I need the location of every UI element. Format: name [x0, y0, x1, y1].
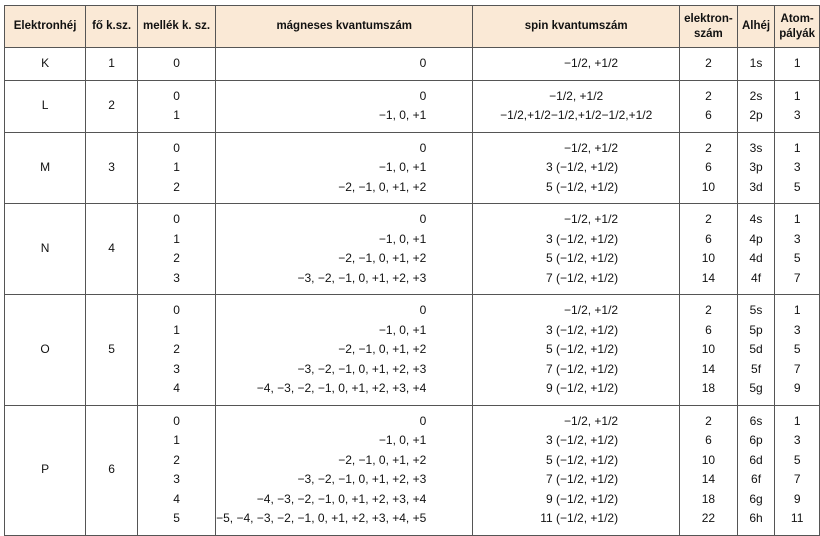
electron-count-cell: [680, 204, 738, 295]
table-row: [5, 80, 820, 132]
subshell-value: 4s: [749, 212, 763, 226]
spin-value: 7 (−1/2, +1/2): [546, 270, 619, 285]
subshell-value: 2s: [749, 88, 763, 103]
azimuthal-value: 0: [173, 140, 180, 155]
orbital-count-value: 1: [793, 303, 801, 317]
orbital-count-cell: [775, 48, 820, 81]
azimuthal-value: 2: [173, 342, 180, 356]
spin-value: 3 (−1/2, +1/2): [546, 160, 619, 174]
azimuthal-value: 2: [173, 251, 180, 265]
magnetic-value: 0: [419, 56, 427, 70]
azimuthal-value: 0: [173, 88, 180, 103]
azimuthal-value: 0: [173, 303, 180, 317]
electron-count-cell: [680, 295, 738, 406]
spin-value-part: −1/2,+1/2: [550, 108, 602, 122]
azimuthal-value: 1: [173, 160, 180, 174]
spin-value: 3 (−1/2, +1/2): [546, 231, 619, 246]
subshell-value: 6g: [749, 491, 763, 506]
electron-count-value: 10: [701, 251, 716, 265]
shell-name-cell: L: [5, 80, 86, 132]
azimuthal-number-cell: [138, 405, 216, 535]
magnetic-value: −4, −3, −2, −1, 0, +1, +2, +3, +4: [256, 491, 427, 506]
spin-number-cell: [473, 405, 680, 535]
electron-count-value: 18: [701, 381, 716, 395]
spin-value: −1/2, +1/2: [564, 56, 619, 70]
header-orbitals-line2: pályák: [779, 27, 816, 40]
electron-count-cell: [680, 80, 738, 132]
header-magnetic-number: mágneses kvantumszám: [216, 6, 473, 48]
table-row: [5, 48, 820, 81]
header-orbitals: [775, 6, 820, 48]
table-row: [5, 132, 820, 204]
azimuthal-value: 3: [173, 270, 180, 285]
azimuthal-value: 2: [173, 452, 180, 467]
spin-value: 5 (−1/2, +1/2): [546, 342, 619, 356]
azimuthal-value: 1: [173, 322, 180, 337]
orbital-count-value: 5: [793, 452, 801, 467]
azimuthal-value: 4: [173, 491, 180, 506]
spin-value-part: −1/2,+1/2: [601, 108, 653, 122]
electron-count-value: 22: [701, 511, 716, 525]
subshell-value: 4f: [751, 270, 762, 285]
spin-value: 3 (−1/2, +1/2): [546, 322, 619, 337]
azimuthal-number-cell: [138, 204, 216, 295]
electron-count-value: 2: [705, 303, 712, 317]
orbital-count-value: 3: [793, 322, 801, 337]
spin-value: −1/2, +1/2: [549, 88, 604, 103]
principal-number-cell: 2: [86, 80, 138, 132]
shell-name-cell: M: [5, 132, 86, 204]
header-electron-count: [680, 6, 738, 48]
spin-number-cell: [473, 132, 680, 204]
table-body: [5, 48, 820, 536]
orbital-count-value: 9: [793, 381, 801, 395]
spin-number-cell: [473, 80, 680, 132]
electron-count-value: 18: [701, 491, 716, 506]
electron-count-value: 6: [705, 433, 712, 447]
orbital-count-value: 1: [793, 140, 801, 155]
magnetic-value: −1, 0, +1: [378, 433, 427, 447]
subshell-cell: [737, 295, 775, 406]
magnetic-value: −3, −2, −1, 0, +1, +2, +3: [297, 270, 427, 285]
azimuthal-value: 4: [173, 381, 180, 395]
spin-value-part: −1/2,+1/2: [500, 108, 551, 122]
magnetic-value: −2, −1, 0, +1, +2: [338, 342, 427, 356]
azimuthal-value: 1: [173, 433, 180, 447]
quantum-numbers-table-wrapper: [4, 5, 820, 536]
subshell-value: 3d: [749, 179, 763, 194]
header-principal-number: fő k.sz.: [86, 6, 138, 48]
subshell-value: 1s: [749, 56, 763, 70]
orbital-count-cell: [775, 204, 820, 295]
electron-count-value: 2: [705, 140, 712, 155]
magnetic-number-cell: [216, 80, 473, 132]
subshell-value: 2p: [749, 108, 763, 122]
electron-count-value: 2: [705, 56, 712, 70]
spin-value: −1/2, +1/2: [564, 303, 619, 317]
azimuthal-number-cell: [138, 48, 216, 81]
electron-count-value: 6: [705, 231, 712, 246]
orbital-count-value: 7: [793, 472, 801, 486]
magnetic-value: −1, 0, +1: [378, 160, 427, 174]
orbital-count-value: 3: [793, 231, 801, 246]
magnetic-value: −2, −1, 0, +1, +2: [338, 251, 427, 265]
subshell-value: 5g: [749, 381, 763, 395]
electron-count-value: 14: [701, 361, 716, 376]
spin-value: 7 (−1/2, +1/2): [546, 361, 619, 376]
orbital-count-cell: [775, 80, 820, 132]
spin-value: 9 (−1/2, +1/2): [546, 381, 619, 395]
principal-number-cell: 1: [86, 48, 138, 81]
spin-value: 5 (−1/2, +1/2): [546, 251, 619, 265]
shell-name-cell: N: [5, 204, 86, 295]
subshell-value: 6p: [749, 433, 763, 447]
principal-number-cell: 5: [86, 295, 138, 406]
azimuthal-value: 3: [173, 361, 180, 376]
azimuthal-number-cell: [138, 132, 216, 204]
magnetic-value: −1, 0, +1: [378, 322, 427, 337]
header-azimuthal-number: mellék k. sz.: [138, 6, 216, 48]
subshell-value: 3p: [749, 160, 763, 174]
magnetic-value: 0: [419, 212, 427, 226]
subshell-value: 6s: [749, 413, 763, 428]
principal-number-cell: 6: [86, 405, 138, 535]
orbital-count-value: 1: [793, 88, 801, 103]
header-subshell: Alhéj: [737, 6, 775, 48]
subshell-cell: [737, 48, 775, 81]
orbital-count-value: 5: [793, 342, 801, 356]
subshell-cell: [737, 132, 775, 204]
header-electron-count-line1: elektron-: [684, 12, 733, 25]
subshell-value: 4p: [749, 231, 763, 246]
magnetic-value: −2, −1, 0, +1, +2: [338, 179, 427, 194]
magnetic-value: 0: [419, 413, 427, 428]
principal-number-cell: 3: [86, 132, 138, 204]
header-row: [5, 6, 820, 48]
header-orbitals-line1: Atom-: [780, 12, 814, 25]
azimuthal-number-cell: [138, 295, 216, 406]
azimuthal-value: 0: [173, 413, 180, 428]
subshell-cell: [737, 204, 775, 295]
quantum-numbers-table: [4, 5, 820, 536]
electron-count-value: 2: [705, 413, 712, 428]
spin-value: 9 (−1/2, +1/2): [546, 491, 619, 506]
subshell-value: 6h: [749, 511, 763, 525]
spin-number-cell: [473, 48, 680, 81]
orbital-count-value: 9: [793, 491, 801, 506]
subshell-value: 3s: [749, 140, 763, 155]
magnetic-number-cell: [216, 405, 473, 535]
shell-name-cell: P: [5, 405, 86, 535]
azimuthal-value: 5: [173, 511, 180, 525]
magnetic-number-cell: [216, 204, 473, 295]
spin-value-group: [476, 106, 676, 126]
spin-number-cell: [473, 295, 680, 406]
orbital-count-cell: [775, 405, 820, 535]
subshell-value: 6f: [751, 472, 762, 486]
orbital-count-value: 7: [793, 361, 801, 376]
shell-name-cell: K: [5, 48, 86, 81]
electron-count-value: 6: [705, 108, 712, 122]
table-row: [5, 295, 820, 406]
orbital-count-cell: [775, 132, 820, 204]
magnetic-value: 0: [419, 140, 427, 155]
spin-value: −1/2, +1/2: [564, 140, 619, 155]
spin-value: 5 (−1/2, +1/2): [546, 452, 619, 467]
orbital-count-value: 5: [793, 179, 801, 194]
electron-count-value: 10: [701, 452, 716, 467]
electron-count-value: 10: [701, 179, 716, 194]
spin-value: 11 (−1/2, +1/2): [540, 511, 619, 525]
electron-count-value: 14: [701, 472, 716, 486]
orbital-count-cell: [775, 295, 820, 406]
table-row: [5, 405, 820, 535]
orbital-count-value: 7: [793, 270, 801, 285]
orbital-count-value: 3: [793, 160, 801, 174]
electron-count-value: 2: [705, 212, 712, 226]
magnetic-number-cell: [216, 132, 473, 204]
subshell-cell: [737, 405, 775, 535]
electron-count-cell: [680, 48, 738, 81]
magnetic-value: −1, 0, +1: [378, 231, 427, 246]
magnetic-value: −3, −2, −1, 0, +1, +2, +3: [297, 472, 427, 486]
shell-name-cell: O: [5, 295, 86, 406]
principal-number-cell: 4: [86, 204, 138, 295]
orbital-count-value: 1: [793, 413, 801, 428]
spin-value: 7 (−1/2, +1/2): [546, 472, 619, 486]
header-shell: Elektronhéj: [5, 6, 86, 48]
orbital-count-value: 1: [793, 56, 801, 70]
azimuthal-value: 0: [173, 56, 180, 70]
orbital-count-value: 3: [793, 433, 801, 447]
spin-value: −1/2, +1/2: [564, 212, 619, 226]
electron-count-value: 6: [705, 160, 712, 174]
subshell-value: 6d: [749, 452, 763, 467]
subshell-cell: [737, 80, 775, 132]
azimuthal-number-cell: [138, 80, 216, 132]
azimuthal-value: 1: [173, 108, 180, 122]
header-electron-count-line2: szám: [694, 27, 723, 40]
subshell-value: 5f: [751, 361, 762, 376]
magnetic-number-cell: [216, 295, 473, 406]
spin-value: 5 (−1/2, +1/2): [546, 179, 619, 194]
azimuthal-value: 0: [173, 212, 180, 226]
electron-count-value: 10: [701, 342, 716, 356]
spin-value: −1/2, +1/2: [564, 413, 619, 428]
magnetic-number-cell: [216, 48, 473, 81]
spin-value: 3 (−1/2, +1/2): [546, 433, 619, 447]
magnetic-value: 0: [419, 88, 427, 103]
spin-number-cell: [473, 204, 680, 295]
electron-count-value: 14: [701, 270, 716, 285]
magnetic-value: −2, −1, 0, +1, +2: [338, 452, 427, 467]
magnetic-value: −5, −4, −3, −2, −1, 0, +1, +2, +3, +4, +5: [216, 511, 427, 525]
magnetic-value: −3, −2, −1, 0, +1, +2, +3: [297, 361, 427, 376]
electron-count-value: 6: [705, 322, 712, 337]
electron-count-value: 2: [705, 88, 712, 103]
electron-count-cell: [680, 405, 738, 535]
electron-count-cell: [680, 132, 738, 204]
orbital-count-value: 3: [793, 108, 801, 122]
azimuthal-value: 2: [173, 179, 180, 194]
orbital-count-value: 5: [793, 251, 801, 265]
subshell-value: 5s: [749, 303, 763, 317]
orbital-count-value: 11: [790, 511, 804, 525]
magnetic-value: −4, −3, −2, −1, 0, +1, +2, +3, +4: [256, 381, 427, 395]
table-row: [5, 204, 820, 295]
subshell-value: 5d: [749, 342, 763, 356]
magnetic-value: 0: [419, 303, 427, 317]
header-spin-number: spin kvantumszám: [473, 6, 680, 48]
azimuthal-value: 3: [173, 472, 180, 486]
subshell-value: 4d: [749, 251, 763, 265]
orbital-count-value: 1: [793, 212, 801, 226]
magnetic-value: −1, 0, +1: [378, 108, 427, 122]
subshell-value: 5p: [749, 322, 763, 337]
azimuthal-value: 1: [173, 231, 180, 246]
